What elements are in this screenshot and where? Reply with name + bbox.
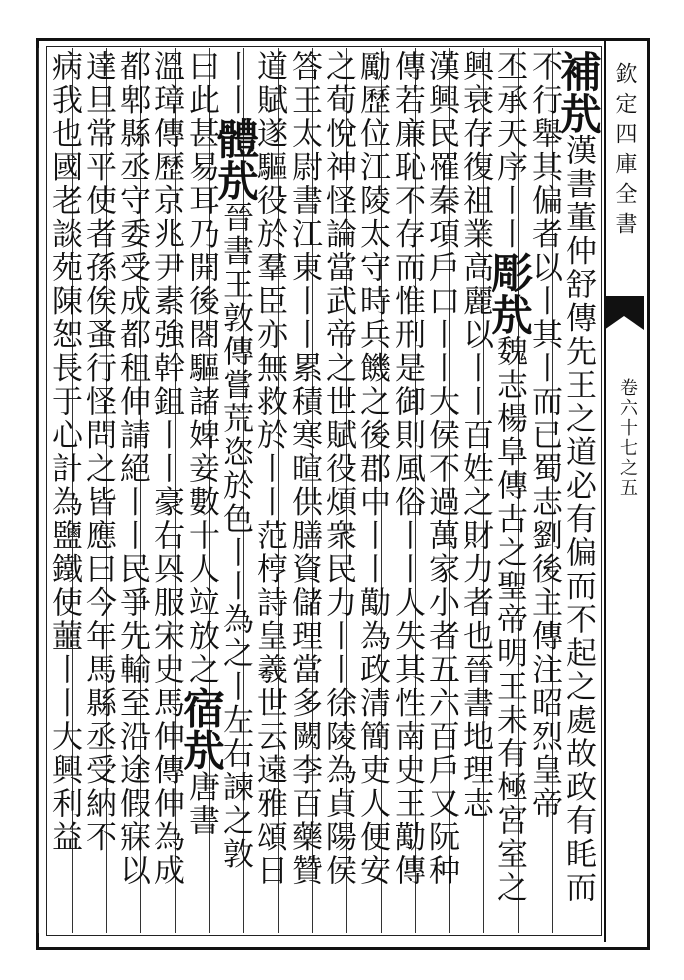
body-text: 勵歷位江陵太守時兵饑之後郡中丨丨勱為政清簡吏人便安 (354, 50, 390, 888)
headword: 體㢤 (211, 117, 260, 201)
headword: 彫㢤 (485, 251, 534, 335)
body-text: 晉書王敦傳嘗荒恣於色丨丨為之丨左右諫之敦 (217, 201, 253, 871)
body-text: 答王太尉書江東丨丨累積寒暄供膳資儲理當多闕李百藥贊 (286, 50, 322, 888)
body-text: 道賦遂驅役於羣臣亦無救於丨丨范梈詩皇羲世云遠雅頌日 (251, 50, 287, 888)
body-text: 漢興民罹秦項戶口丨丨大侯不過萬家小者五六百戶又阮种 (423, 50, 459, 888)
body-text: 魏志楊阜傳古之聖帝明王未有極宮室之 (491, 335, 527, 905)
body-text: 曰此甚易耳乃開後閤驅諸婢妾數十人竝放之 (183, 50, 219, 687)
body-text: 病我也國老談苑陳恕長于心計為鹽鐵使蘁丨丨大興利益 (46, 50, 82, 854)
column-rule (38, 48, 39, 933)
body-text: 溫璋傳歷京兆尹素強幹鉏丨丨豪右㒷服宋史馬伸傳伸為成 (148, 50, 184, 888)
body-text: 丨丨 (217, 50, 253, 117)
fish-tail-mark-icon (604, 296, 644, 330)
volume-label: 卷六十七之五 (617, 378, 638, 498)
body-text: 之荀悅神怪論當武帝之世賦役煩衆民力丨丨徐陵為貞陽侯 (320, 50, 356, 888)
body-text: 達旦常平使者孫俟蚤行怪問之皆應曰今年馬縣丞受納不 (80, 50, 116, 854)
body-text: 漢書董仲舒傳先王之道必有偏而不起之處故政有眊而 (560, 134, 596, 905)
book-title: 欽定四庫全書 (612, 62, 637, 242)
headword: 宿㢤 (177, 686, 226, 771)
headword: 補㢤 (554, 50, 603, 134)
text-column (42, 50, 86, 930)
body-text: 都郫縣丞守委受成都租伸請絕丨丨民爭先輸至沿途假寐以 (114, 50, 150, 888)
body-text: 興衰存復祖業高麗以丨丨百姓之財力者也晉書地理志 (457, 50, 493, 821)
body-text: 唐書 (183, 770, 219, 838)
body-text: 丕承天序丨丨 (491, 50, 527, 251)
body-text: 不行舉其偏者以丨其丨而已蜀志劉後主傳注昭烈皇帝 (526, 50, 562, 821)
body-text: 傳若廉恥不存而惟刑是御則風俗丨丨人失其性南史王勱傳 (389, 50, 425, 888)
